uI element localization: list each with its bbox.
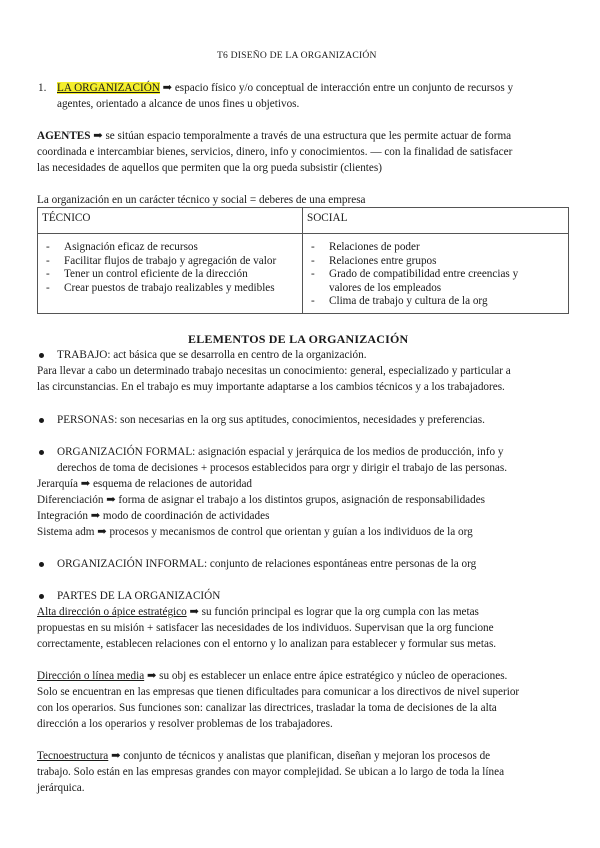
organizacion-term: LA ORGANIZACIÓN bbox=[57, 82, 160, 94]
organizacion-definition: espacio físico y/o conceptual de interacción entre un conjunto de recursos y bbox=[172, 82, 514, 94]
media-term: Dirección o línea media bbox=[37, 670, 145, 682]
agentes-definition: se sitúan espacio temporalmente a través de una estructura que les permite actuar de forma bbox=[102, 130, 512, 142]
list-item: - Grado de compatibilidad entre creencias y bbox=[307, 268, 564, 282]
bullet-icon bbox=[39, 450, 44, 455]
tecno-line3: jerárquica. bbox=[37, 782, 85, 794]
social-cell bbox=[303, 234, 569, 314]
media-line2: Solo se encuentran en las empresas que tienen dificultades para comunicar a los directivos de nivel superior bbox=[37, 686, 520, 698]
table-body-row bbox=[38, 234, 569, 314]
arrow-icon: ➡ bbox=[93, 130, 103, 142]
media-definition: ➡ su obj es establecer un enlace entre ápice estratégico y núcleo de operaciones. bbox=[144, 670, 508, 682]
alta-definition: ➡ su función principal es lograr que la org cumpla con las metas bbox=[186, 606, 479, 618]
tecno-term: Tecnoestructura bbox=[37, 750, 109, 762]
alta-line2: propuestas en su misión + satisfacer las necesidades de los individuos. Supervisan que la org funcione bbox=[37, 622, 494, 634]
personas-bullet: PERSONAS: son necesarias en la org sus aptitudes, conocimientos, necesidades y preferencias. bbox=[57, 414, 485, 426]
alta-term: Alta dirección o ápice estratégico bbox=[37, 606, 187, 618]
trabajo-bullet: TRABAJO: act básica que se desarrolla en centro de la organización. bbox=[57, 349, 367, 361]
social-list bbox=[307, 241, 564, 309]
table-intro: La organización en un carácter técnico y social = deberes de una empresa bbox=[37, 194, 366, 206]
agentes-line2: coordinada e intercambiar bienes, servicios, dinero, info y conocimientos. — con la finalidad de satisfacer bbox=[37, 146, 513, 158]
table-header-row bbox=[38, 208, 569, 234]
table-header-social: SOCIAL bbox=[303, 208, 569, 234]
media-line3: con los operarios. Sus funciones son: canalizar las directrices, trasladar la toma de decisiones de la alta bbox=[37, 702, 497, 714]
list-item: - Tener un control eficiente de la dirección bbox=[42, 268, 298, 282]
bullet-icon bbox=[39, 418, 44, 423]
partes-bullet: PARTES DE LA ORGANIZACIÓN bbox=[57, 590, 221, 602]
tecnico-social-table bbox=[37, 207, 569, 314]
media-line4: dirección a los operarios y resolver problemas de los trabajadores. bbox=[37, 718, 333, 730]
trabajo-line2: las circunstancias. En el trabajo es muy importante adaptarse a los cambios técnicos y a los trabajadores. bbox=[37, 381, 505, 393]
arrow-icon: ➡ bbox=[162, 82, 173, 94]
formal-line2: derechos de toma de decisiones + procesos establecidos para orgr y dirigir el trabajo de las personas. bbox=[57, 462, 508, 474]
section-number: 1. bbox=[38, 82, 47, 94]
list-item: - Crear puestos de trabajo realizables y medibles bbox=[42, 282, 298, 296]
agentes-term: AGENTES bbox=[37, 130, 91, 142]
list-item: - Facilitar flujos de trabajo y agregación de valor bbox=[42, 255, 298, 269]
bullet-icon bbox=[39, 562, 44, 567]
list-item: - Clima de trabajo y cultura de la org bbox=[307, 295, 564, 309]
list-item-continuation: valores de los empleados bbox=[329, 281, 442, 294]
integracion-line: Integración ➡ modo de coordinación de actividades bbox=[37, 510, 270, 522]
tecno-line1 bbox=[37, 748, 490, 764]
document-title: T6 DISEÑO DE LA ORGANIZACIÓN bbox=[217, 50, 377, 61]
tecno-line2: trabajo. Solo están en las empresas grandes con mayor complejidad. Se ubican a lo largo de toda la línea bbox=[37, 766, 505, 778]
section1-line2: agentes, orientado a alcance de unos fines u objetivos. bbox=[57, 98, 300, 110]
formal-line1: ORGANIZACIÓN FORMAL: asignación espacial y jerárquica de los medios de producción, info y bbox=[57, 446, 504, 458]
media-line1 bbox=[37, 668, 507, 684]
diferenciacion-line: Diferenciación ➡ forma de asignar el trabajo a los distintos grupos, asignación de responsabilidades bbox=[37, 494, 486, 506]
list-item: - Relaciones de poder bbox=[307, 241, 564, 255]
informal-bullet: ORGANIZACIÓN INFORMAL: conjunto de relaciones espontáneas entre personas de la org bbox=[57, 558, 477, 570]
trabajo-line1: Para llevar a cabo un determinado trabajo necesitas un conocimiento: general, especializado y particular a bbox=[37, 365, 511, 377]
tecno-definition: ➡ conjunto de técnicos y analistas que planifican, diseñan y mejoran los procesos de bbox=[108, 750, 491, 762]
alta-line3: correctamente, establecen relaciones con el entorno y lo analizan para establecer y formular sus metas. bbox=[37, 638, 497, 650]
bullet-icon bbox=[39, 594, 44, 599]
alta-line1 bbox=[37, 604, 479, 620]
table-header-tecnico: TÉCNICO bbox=[38, 208, 303, 234]
agentes-line1 bbox=[37, 128, 511, 144]
tecnico-list bbox=[42, 241, 298, 295]
sistema-line: Sistema adm ➡ procesos y mecanismos de control que orientan y guían a los individuos de la org bbox=[37, 526, 473, 538]
bullet-icon bbox=[39, 353, 44, 358]
section1-line1 bbox=[57, 80, 513, 96]
list-item: - Relaciones entre grupos bbox=[307, 255, 564, 269]
list-item: - Asignación eficaz de recursos bbox=[42, 241, 298, 255]
tecnico-cell bbox=[38, 234, 303, 314]
elementos-heading: ELEMENTOS DE LA ORGANIZACIÓN bbox=[188, 332, 409, 346]
agentes-line3: las necesidades de aquellos que permiten que la org pueda subsistir (clientes) bbox=[37, 162, 382, 174]
jerarquia-line: Jerarquía ➡ esquema de relaciones de autoridad bbox=[37, 478, 253, 490]
